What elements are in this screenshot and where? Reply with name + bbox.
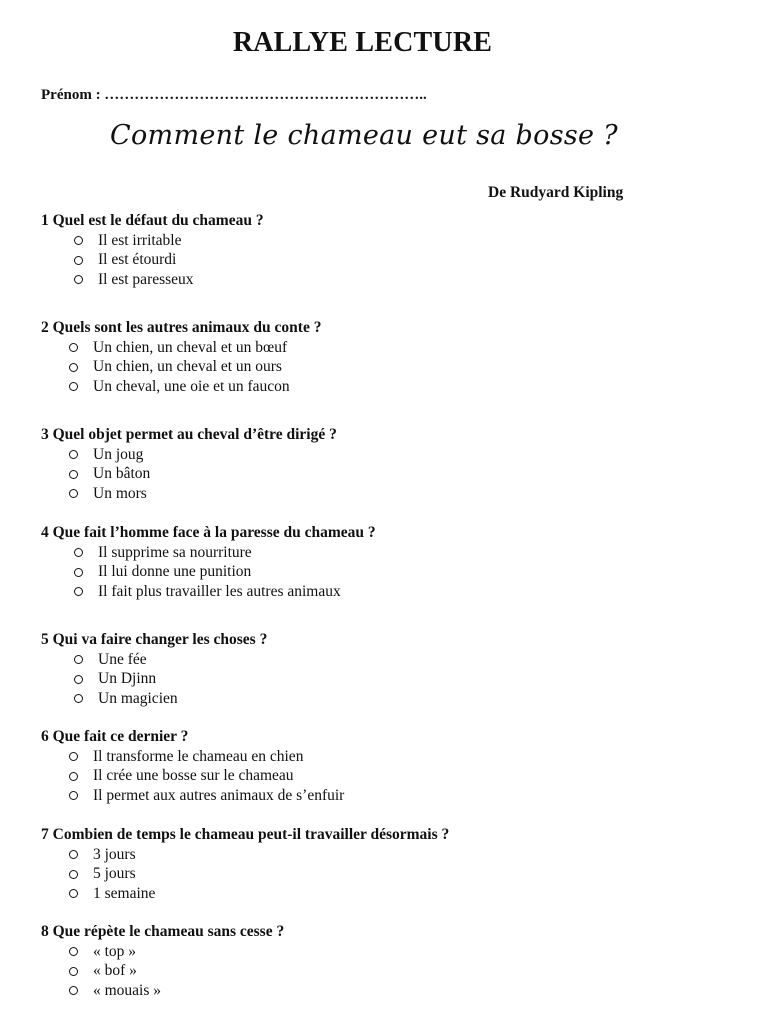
circle-bullet-icon[interactable] <box>74 655 83 664</box>
answer-label: 1 semaine <box>93 884 156 902</box>
answer-options <box>41 650 741 709</box>
question-3 <box>41 425 741 504</box>
question-7 <box>41 825 741 904</box>
circle-bullet-icon[interactable] <box>69 889 78 898</box>
answer-label: Un bâton <box>93 465 151 483</box>
circle-bullet-icon[interactable] <box>69 791 78 800</box>
question-text: 3 Quel objet permet au cheval d’être dirigé ? <box>41 426 337 443</box>
circle-bullet-icon[interactable] <box>69 489 78 498</box>
answer-label: Il est paresseux <box>98 270 194 288</box>
question-text: 7 Combien de temps le chameau peut-il travailler désormais ? <box>41 826 450 843</box>
circle-bullet-icon[interactable] <box>74 256 83 265</box>
answer-label: Il lui donne une punition <box>98 563 252 581</box>
answer-option[interactable] <box>69 845 741 865</box>
circle-bullet-icon[interactable] <box>74 587 83 596</box>
answer-label: « mouais » <box>93 981 162 999</box>
answer-options <box>41 942 741 1001</box>
circle-bullet-icon[interactable] <box>74 548 83 557</box>
answer-option[interactable] <box>69 484 741 504</box>
answer-option[interactable] <box>74 563 741 583</box>
answer-label: « bof » <box>93 962 137 980</box>
answer-option[interactable] <box>69 981 741 1001</box>
answer-label: Un cheval, une oie et un faucon <box>93 377 290 395</box>
story-title: Comment le chameau eut sa bosse ? <box>110 120 618 151</box>
answer-option[interactable] <box>74 582 741 602</box>
question-6 <box>41 727 741 806</box>
circle-bullet-icon[interactable] <box>69 850 78 859</box>
circle-bullet-icon[interactable] <box>69 947 78 956</box>
answer-options <box>41 338 741 397</box>
answer-option[interactable] <box>69 338 741 358</box>
answer-label: Un chien, un cheval et un ours <box>93 358 282 376</box>
answer-option[interactable] <box>69 942 741 962</box>
page-title: RALLYE LECTURE <box>232 27 493 58</box>
question-text: 2 Quels sont les autres animaux du conte ? <box>41 319 322 336</box>
circle-bullet-icon[interactable] <box>69 450 78 459</box>
question-2 <box>41 318 741 397</box>
answer-option[interactable] <box>74 231 741 251</box>
answer-option[interactable] <box>69 786 741 806</box>
answer-option[interactable] <box>74 689 741 709</box>
answer-option[interactable] <box>74 670 741 690</box>
circle-bullet-icon[interactable] <box>74 694 83 703</box>
answer-label: Un joug <box>93 445 144 463</box>
answer-options <box>41 747 741 806</box>
answer-option[interactable] <box>69 884 741 904</box>
circle-bullet-icon[interactable] <box>69 470 78 479</box>
answer-option[interactable] <box>74 650 741 670</box>
question-1 <box>41 211 741 290</box>
circle-bullet-icon[interactable] <box>74 275 83 284</box>
author-line: De Rudyard Kipling <box>488 184 624 201</box>
circle-bullet-icon[interactable] <box>69 967 78 976</box>
answer-option[interactable] <box>69 767 741 787</box>
circle-bullet-icon[interactable] <box>69 772 78 781</box>
answer-option[interactable] <box>69 358 741 378</box>
name-field-line: Prénom : ……………………………………………………….. <box>41 87 427 103</box>
answer-label: Il supprime sa nourriture <box>98 543 252 561</box>
circle-bullet-icon[interactable] <box>69 343 78 352</box>
answer-label: 3 jours <box>93 845 136 863</box>
circle-bullet-icon[interactable] <box>74 236 83 245</box>
circle-bullet-icon[interactable] <box>69 870 78 879</box>
answer-label: Un chien, un cheval et un bœuf <box>93 338 288 356</box>
answer-label: Une fée <box>98 650 147 668</box>
answer-option[interactable] <box>69 962 741 982</box>
answer-option[interactable] <box>69 747 741 767</box>
circle-bullet-icon[interactable] <box>74 568 83 577</box>
question-text: 5 Qui va faire changer les choses ? <box>41 631 268 648</box>
circle-bullet-icon[interactable] <box>69 363 78 372</box>
answer-option[interactable] <box>69 377 741 397</box>
question-text: 4 Que fait l’homme face à la paresse du chameau ? <box>41 524 376 541</box>
answer-label: Il permet aux autres animaux de s’enfuir <box>93 786 345 804</box>
answer-label: Il est étourdi <box>98 251 177 269</box>
answer-label: Un Djinn <box>98 670 157 688</box>
answer-option[interactable] <box>74 251 741 271</box>
answer-label: Il est irritable <box>98 231 182 249</box>
question-text: 1 Quel est le défaut du chameau ? <box>41 212 264 229</box>
question-text: 6 Que fait ce dernier ? <box>41 728 189 745</box>
answer-options <box>41 445 741 504</box>
circle-bullet-icon[interactable] <box>69 752 78 761</box>
answer-option[interactable] <box>69 465 741 485</box>
answer-label: Il transforme le chameau en chien <box>93 747 304 765</box>
circle-bullet-icon[interactable] <box>74 675 83 684</box>
answer-option[interactable] <box>74 270 741 290</box>
answer-label: Il crée une bosse sur le chameau <box>93 767 294 785</box>
answer-option[interactable] <box>69 445 741 465</box>
question-5 <box>41 630 741 709</box>
answer-label: Un mors <box>93 484 147 502</box>
answer-label: 5 jours <box>93 865 136 883</box>
answer-label: Il fait plus travailler les autres animaux <box>98 582 341 600</box>
answer-label: Un magicien <box>98 689 178 707</box>
question-text: 8 Que répète le chameau sans cesse ? <box>41 923 285 940</box>
circle-bullet-icon[interactable] <box>69 986 78 995</box>
question-8 <box>41 922 741 1001</box>
question-4 <box>41 523 741 602</box>
answer-option[interactable] <box>69 865 741 885</box>
answer-options <box>41 845 741 904</box>
answer-label: « top » <box>93 942 137 960</box>
answer-options <box>41 231 741 290</box>
answer-option[interactable] <box>74 543 741 563</box>
answer-options <box>41 543 741 602</box>
circle-bullet-icon[interactable] <box>69 382 78 391</box>
